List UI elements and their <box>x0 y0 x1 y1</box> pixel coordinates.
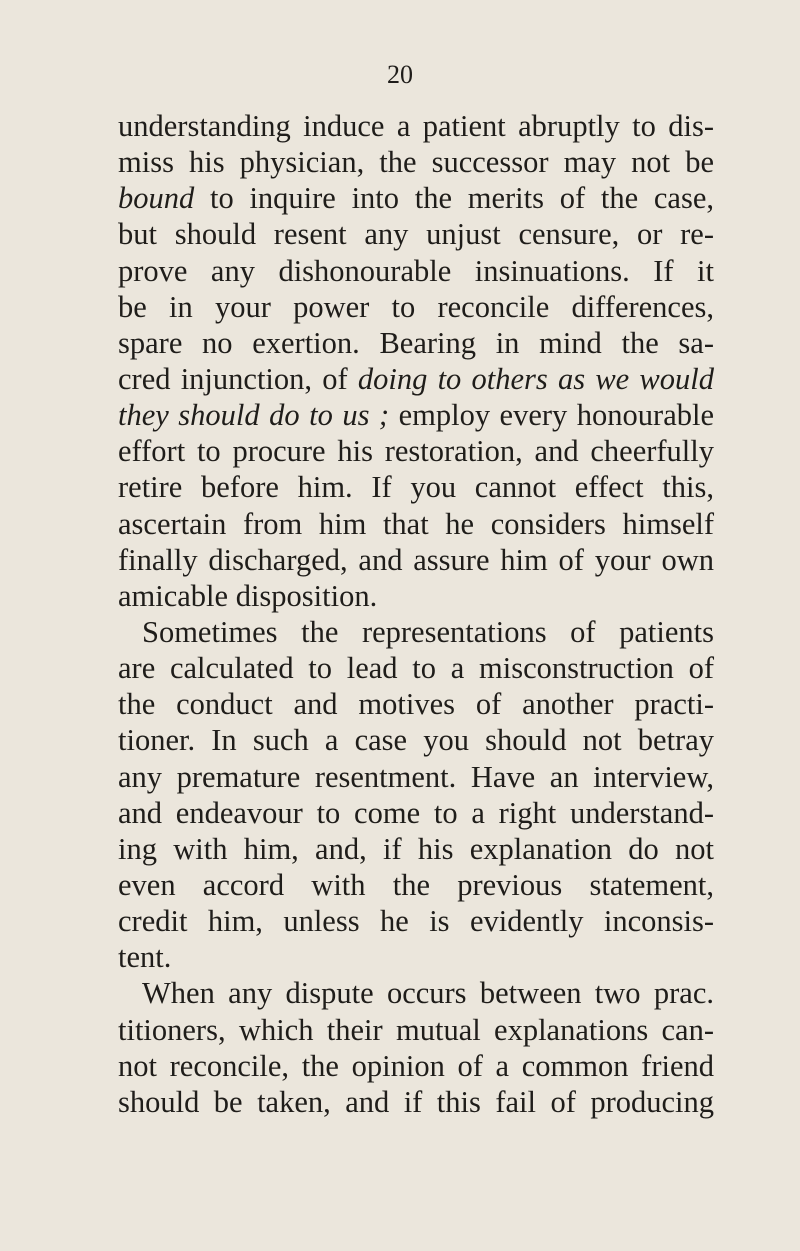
text-line <box>118 325 714 361</box>
text-line <box>118 289 714 325</box>
text-line <box>118 469 714 505</box>
text-span: credit him, unless he is evidently inconsis- <box>118 904 714 939</box>
text-span: even accord with the previous statement, <box>118 867 714 902</box>
text-span: prove any dishonourable insinuations. If it <box>118 253 714 288</box>
text-span: retire before him. If you cannot effect this, <box>118 470 714 505</box>
text-line <box>118 433 714 469</box>
text-span: not reconcile, the opinion of a common friend <box>118 1048 714 1083</box>
text-span: understanding induce a patient abruptly to dis- <box>118 109 714 143</box>
text-line <box>118 108 714 144</box>
text-line <box>118 614 714 650</box>
text-line <box>118 795 714 831</box>
text-line <box>118 361 714 397</box>
text-line <box>118 542 714 578</box>
text-span: any premature resentment. Have an interview, <box>118 759 714 794</box>
text-span: tent. <box>118 940 172 975</box>
text-span: effort to procure his restoration, and cheerfully <box>118 434 714 469</box>
text-line <box>118 180 714 216</box>
text-span: Sometimes the representations of patients <box>142 614 714 649</box>
text-span: miss his physician, the successor may not be <box>118 145 714 180</box>
body-text <box>118 108 714 1120</box>
text-span: amicable disposition. <box>118 578 378 613</box>
italic-text: they should do to us ; <box>118 398 390 433</box>
text-line <box>118 216 714 252</box>
page-number: 20 <box>387 60 413 89</box>
text-span: tioner. In such a case you should not betray <box>118 723 714 758</box>
text-line <box>118 1084 714 1120</box>
text-span: When any dispute occurs between two prac. <box>142 976 714 1011</box>
text-line <box>118 975 714 1011</box>
italic-text: doing to others as we would <box>357 361 715 396</box>
text-span: the conduct and motives of another practi- <box>118 687 714 722</box>
text-line <box>118 722 714 758</box>
text-line <box>118 1048 714 1084</box>
text-line <box>118 903 714 939</box>
text-span: should be taken, and if this fail of producing <box>118 1084 714 1119</box>
text-line <box>118 1012 714 1048</box>
text-span: be in your power to reconcile differences, <box>118 289 714 324</box>
text-span: employ every honourable <box>389 398 714 433</box>
text-span: are calculated to lead to a misconstruction of <box>118 651 714 686</box>
italic-text: bound <box>118 181 195 216</box>
text-line <box>118 867 714 903</box>
text-line <box>118 253 714 289</box>
text-line <box>118 578 714 614</box>
text-span: to inquire into the merits of the case, <box>194 181 714 216</box>
text-span: titioners, which their mutual explanations can- <box>118 1012 714 1047</box>
text-line <box>118 831 714 867</box>
text-line <box>118 397 714 433</box>
text-span: finally discharged, and assure him of your own <box>118 542 714 577</box>
text-span: spare no exertion. Bearing in mind the sa- <box>118 325 714 360</box>
text-line <box>118 650 714 686</box>
text-span: and endeavour to come to a right understand- <box>118 795 714 830</box>
text-span: ing with him, and, if his explanation do not <box>118 831 714 866</box>
text-line <box>118 939 714 975</box>
text-span: ascertain from him that he considers himself <box>118 506 714 541</box>
text-span: but should resent any unjust censure, or re- <box>118 217 714 252</box>
text-line <box>118 686 714 722</box>
text-line <box>118 144 714 180</box>
text-line <box>118 759 714 795</box>
text-span: cred injunction, of <box>118 361 358 396</box>
text-line <box>118 506 714 542</box>
